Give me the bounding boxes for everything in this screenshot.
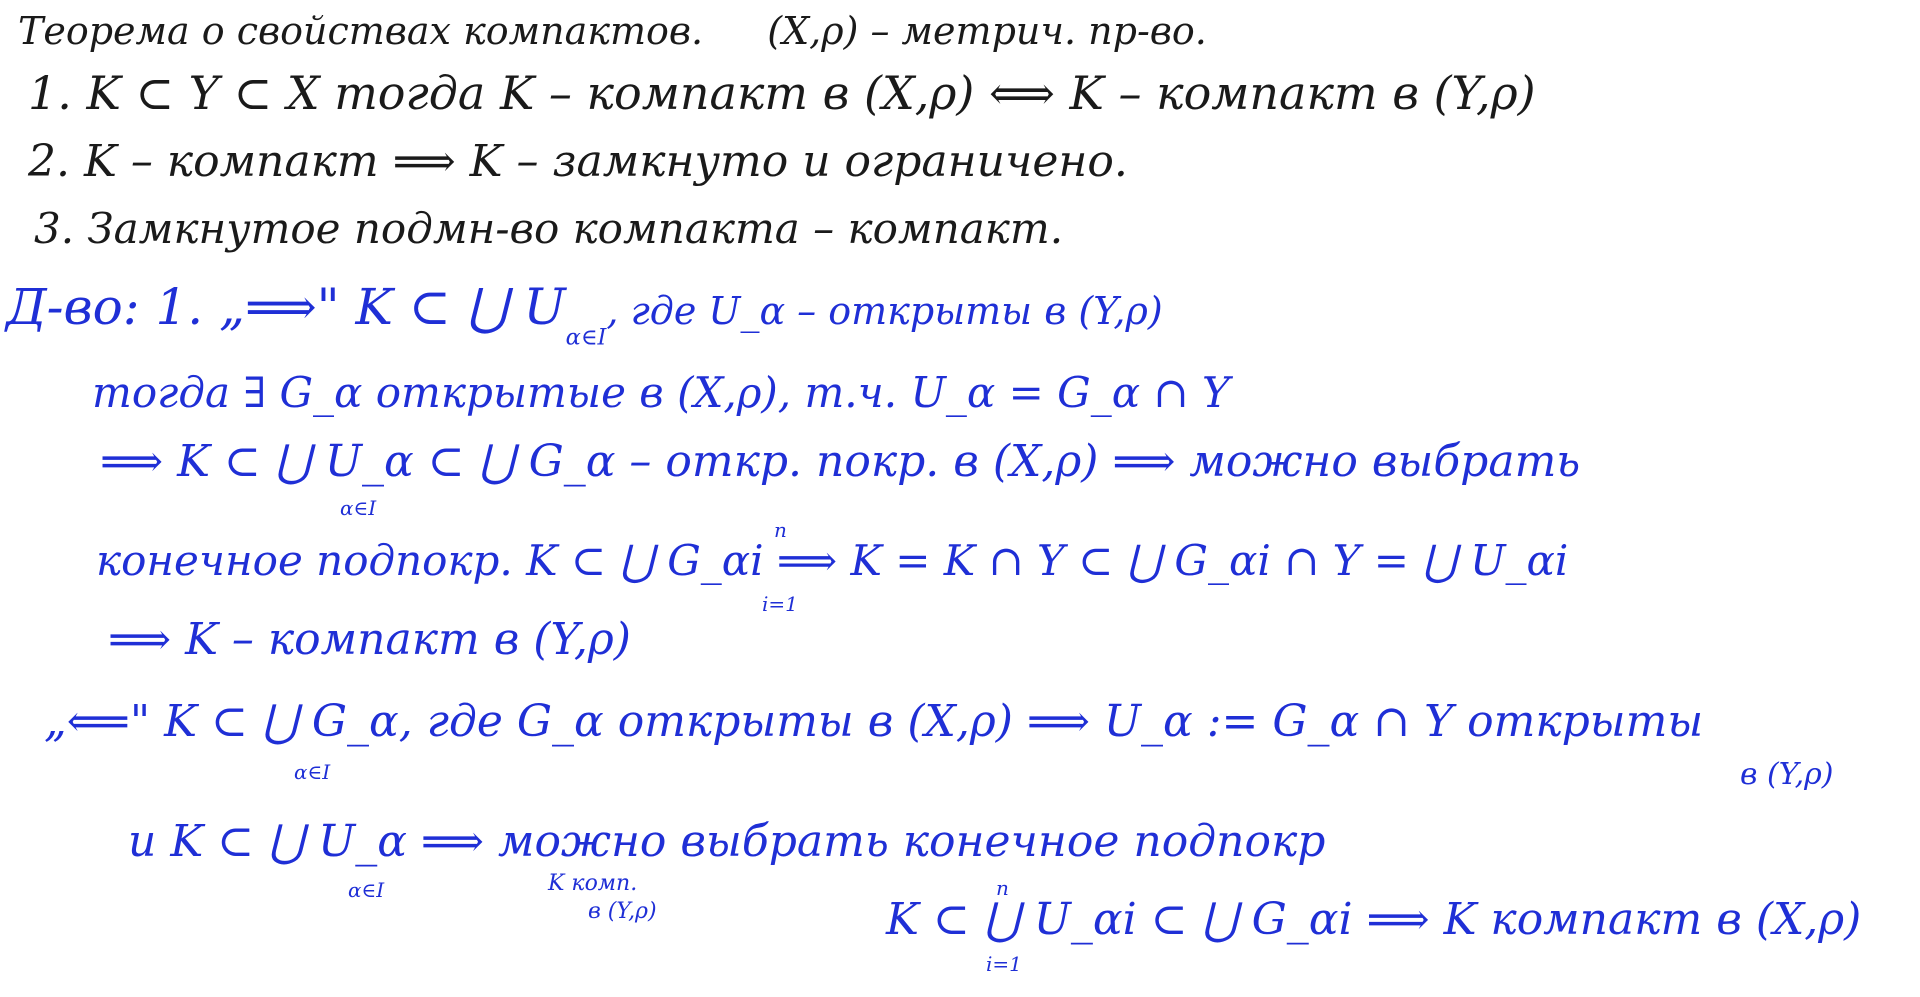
proof-line-8 xyxy=(886,876,1862,976)
proof-line-3-index: α∈I xyxy=(340,496,377,520)
proof-line-7-note-2: в (Y,ρ) xyxy=(588,898,657,924)
proof-line-1-rest: , где U_α – открыты в (Y,ρ) xyxy=(606,289,1163,333)
proof-line-3 xyxy=(100,436,1581,520)
proof-line-1-index: α∈I xyxy=(565,324,607,351)
proof-line-7-index: α∈I xyxy=(348,878,385,902)
theorem-title-text: Теорема о свойствах компактов. xyxy=(18,9,704,53)
proof-line-7-note xyxy=(548,870,657,925)
proof-line-4-lower: i=1 xyxy=(762,592,798,616)
proof-line-1 xyxy=(6,278,1163,351)
theorem-title xyxy=(18,9,1207,53)
proof-line-1-main: Д-во: 1. „⟹" K ⊂ ⋃ U xyxy=(6,278,566,336)
proof-line-8-text: K ⊂ ⋃ U_αi ⊂ ⋃ G_αi ⟹ K компакт в (X,ρ) xyxy=(886,894,1862,945)
statement-item-2: 2. K – компакт ⟹ K – замкнуто и ограничено. xyxy=(28,136,1128,187)
proof-line-4 xyxy=(96,518,1569,616)
proof-line-2: тогда ∃ G_α открытые в (X,ρ), т.ч. U_α = G_α ∩ Y xyxy=(92,368,1230,417)
metric-space-text: (X,ρ) – метрич. пр-во. xyxy=(767,9,1207,53)
proof-line-4-upper: n xyxy=(774,518,787,542)
proof-line-6 xyxy=(44,696,1704,784)
proof-line-5: ⟹ K – компакт в (Y,ρ) xyxy=(108,614,631,665)
statement-item-1: 1. K ⊂ Y ⊂ X тогда K – компакт в (X,ρ) ⟺ K – компакт в (Y,ρ) xyxy=(28,66,1536,120)
proof-line-7-note-1: K комп. xyxy=(548,871,638,896)
proof-line-6-index: α∈I xyxy=(294,760,331,784)
proof-line-3-text: ⟹ K ⊂ ⋃ U_α ⊂ ⋃ G_α – откр. покр. в (X,ρ) ⟹ можно выбрать xyxy=(100,436,1581,487)
proof-line-6-tail: в (Y,ρ) xyxy=(1740,757,1834,792)
proof-line-8-upper: n xyxy=(996,876,1009,900)
proof-line-4-text: конечное подпокр. K ⊂ ⋃ G_αi ⟹ K = K ∩ Y ⊂ ⋃ G_αi ∩ Y = ⋃ U_αi xyxy=(96,536,1569,585)
proof-line-6-text: „⟸" K ⊂ ⋃ G_α, где G_α открыты в (X,ρ) ⟹ U_α := G_α ∩ Y открыты xyxy=(44,696,1704,747)
proof-line-8-lower: i=1 xyxy=(986,952,1022,976)
proof-line-7-text: и K ⊂ ⋃ U_α ⟹ можно выбрать конечное подпокр xyxy=(128,816,1326,867)
statement-item-3: 3. Замкнутое подмн-во компакта – компакт. xyxy=(34,204,1064,253)
